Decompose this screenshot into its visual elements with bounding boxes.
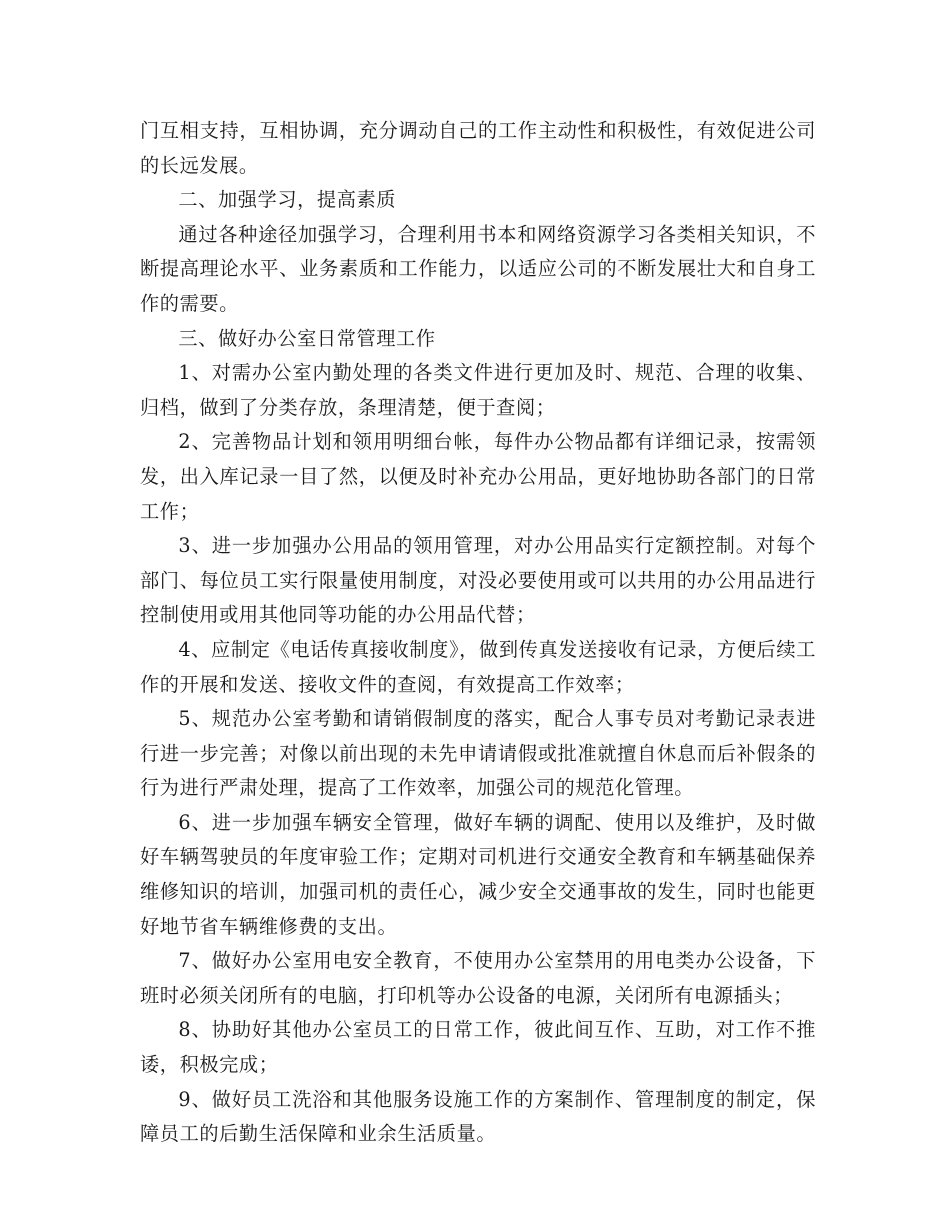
- paragraph-continuation: 门互相支持，互相协调，充分调动自己的工作主动性和积极性，有效促进公司的长远发展。: [140, 119, 816, 177]
- list-item-3: 3、进一步加强办公用品的领用管理，对办公用品实行定额控制。对每个部门、每位员工实行限量使用制度，对没必要使用或可以共用的办公用品进行控制使用或用其他同等功能的办公用品代替；: [140, 534, 816, 627]
- list-item-1: 1、对需办公室内勤处理的各类文件进行更加及时、规范、合理的收集、归档，做到了分类存放，条理清楚，便于查阅；: [140, 361, 816, 419]
- list-item-4: 4、应制定《电话传真接收制度》，做到传真发送接收有记录，方便后续工作的开展和发送、接收文件的查阅，有效提高工作效率；: [140, 637, 816, 696]
- list-item-7: 7、做好办公室用电安全教育，不使用办公室禁用的用电类办公设备，下班时必须关闭所有的电脑，打印机等办公设备的电源，关闭所有电源插头；: [140, 949, 816, 1007]
- section-heading-study: 二、加强学习，提高素质: [178, 188, 397, 212]
- list-item-2: 2、完善物品计划和领用明细台帐，每件办公物品都有详细记录，按需领发，出入库记录一目了然，以便及时补充办公用品，更好地协助各部门的日常工作；: [140, 430, 816, 523]
- list-item-6: 6、进一步加强车辆安全管理，做好车辆的调配、使用以及维护，及时做好车辆驾驶员的年度审验工作；定期对司机进行交通安全教育和车辆基础保养维修知识的培训，加强司机的责任心，减少安全交通事故的发生，同时也能更好地节省车辆维修费的支出。: [140, 810, 816, 938]
- list-item-9: 9、做好员工洗浴和其他服务设施工作的方案制作、管理制度的制定，保障员工的后勤生活保障和业余生活质量。: [140, 1087, 816, 1146]
- section-heading-office-management: 三、做好办公室日常管理工作: [178, 326, 436, 350]
- list-item-8: 8、协助好其他办公室员工的日常工作，彼此间互作、互助，对工作不推诿，积极完成；: [140, 1018, 816, 1077]
- paragraph-study: 通过各种途径加强学习，合理利用书本和网络资源学习各类相关知识，不断提高理论水平、业务素质和工作能力，以适应公司的不断发展壮大和自身工作的需要。: [140, 222, 816, 315]
- list-item-5: 5、规范办公室考勤和请销假制度的落实，配合人事专员对考勤记录表进行进一步完善；对像以前出现的未先申请请假或批准就擅自休息而后补假条的行为进行严肃处理，提高了工作效率，加强公司的规范化管理。: [140, 707, 816, 800]
- document-body: [140, 114, 816, 1152]
